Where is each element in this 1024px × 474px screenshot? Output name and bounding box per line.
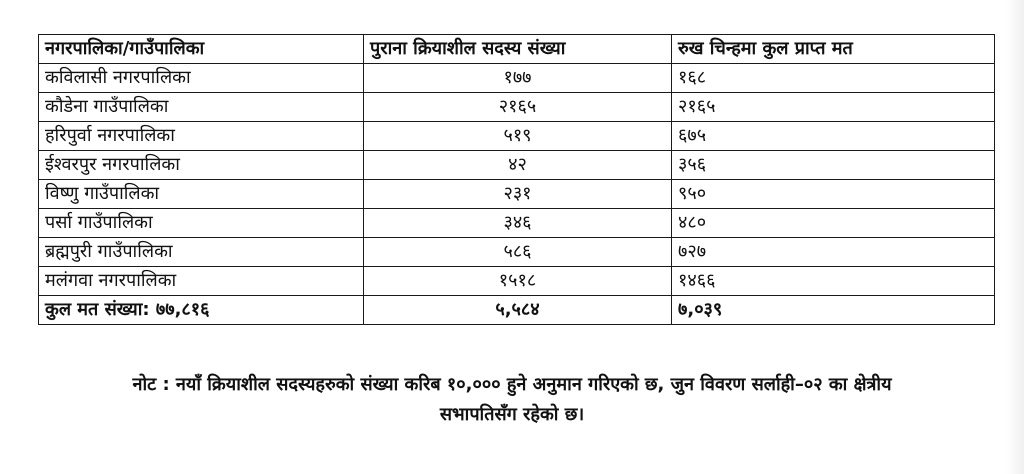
table-row [39, 122, 995, 151]
row-old-members: ५८६ [364, 238, 672, 267]
row-municipality: पर्सा गाउँपालिका [39, 209, 364, 238]
footnote-line-1: नोट : नयाँ क्रियाशील सदस्यहरुको संख्या करिब १०,००० हुने अनुमान गरिएको छ, जुन विवरण सर्लाही–०२ का क्षेत्रीय [132, 374, 892, 395]
row-tree-votes: २१६५ [672, 93, 995, 122]
table-row [39, 180, 995, 209]
row-tree-votes: ९५० [672, 180, 995, 209]
row-tree-votes: ३५६ [672, 151, 995, 180]
row-tree-votes: १४६६ [672, 267, 995, 296]
table-row [39, 267, 995, 296]
row-municipality: ईश्वरपुर नगरपालिका [39, 151, 364, 180]
footnote [40, 370, 984, 430]
row-old-members: ५१९ [364, 122, 672, 151]
row-tree-votes: ६७५ [672, 122, 995, 151]
total-tree-votes: ७,०३९ [672, 296, 995, 325]
row-old-members: १७७ [364, 64, 672, 93]
row-old-members: २३१ [364, 180, 672, 209]
table-row [39, 209, 995, 238]
row-municipality: कौडेना गाउँपालिका [39, 93, 364, 122]
total-label: कुल मत संख्या: ७७,८१६ [39, 296, 364, 325]
header-tree-votes: रुख चिन्हमा कुल प्राप्त मत [672, 35, 995, 64]
table-row [39, 64, 995, 93]
row-old-members: १५१८ [364, 267, 672, 296]
table-row [39, 238, 995, 267]
table-row [39, 151, 995, 180]
table-total-row [39, 296, 995, 325]
header-old-members: पुराना क्रियाशील सदस्य संख्या [364, 35, 672, 64]
table-header-row [39, 35, 995, 64]
page-edge-shadow [1006, 0, 1024, 474]
row-municipality: कविलासी नगरपालिका [39, 64, 364, 93]
row-tree-votes: ४८० [672, 209, 995, 238]
table-row [39, 93, 995, 122]
row-old-members: २१६५ [364, 93, 672, 122]
row-tree-votes: १६८ [672, 64, 995, 93]
footnote-line-2: सभापतिसँग रहेको छ। [439, 404, 585, 425]
row-old-members: ४२ [364, 151, 672, 180]
vote-table [38, 34, 995, 325]
header-municipality: नगरपालिका/गाउँपालिका [39, 35, 364, 64]
row-old-members: ३४६ [364, 209, 672, 238]
row-municipality: विष्णु गाउँपालिका [39, 180, 364, 209]
row-municipality: मलंगवा नगरपालिका [39, 267, 364, 296]
row-tree-votes: ७२७ [672, 238, 995, 267]
total-old-members: ५,५८४ [364, 296, 672, 325]
row-municipality: हरिपुर्वा नगरपालिका [39, 122, 364, 151]
row-municipality: ब्रह्मपुरी गाउँपालिका [39, 238, 364, 267]
